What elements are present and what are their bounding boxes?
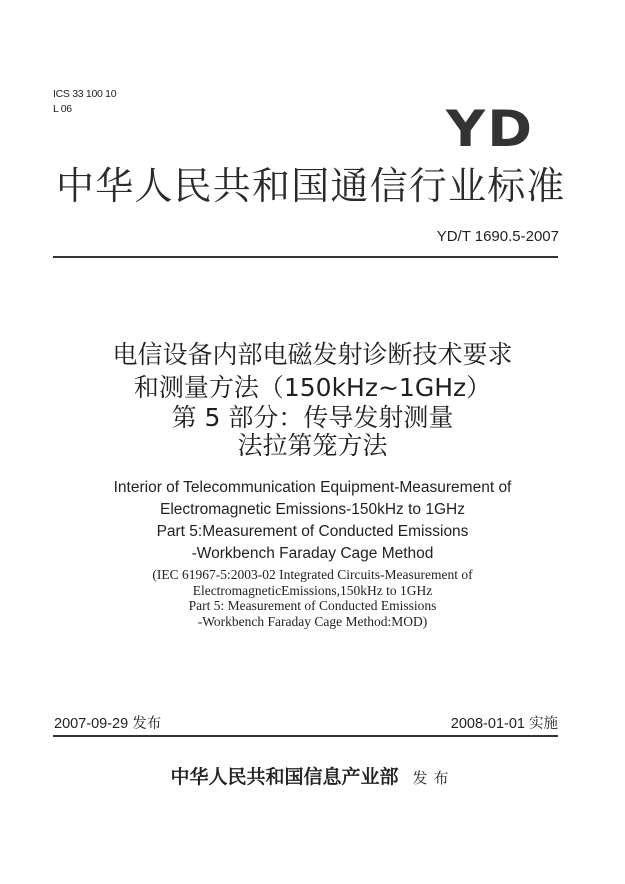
reference-line: ElectromagneticEmissions,150kHz to 1GHz <box>192 582 433 598</box>
publisher <box>0 762 625 789</box>
chinese-title-line: 第 5 部分：传导发射测量 <box>171 403 454 432</box>
chinese-title-line: 法拉第笼方法 <box>237 431 388 460</box>
english-title-line: Part 5:Measurement of Conducted Emissions <box>156 523 469 540</box>
english-title-line: Interior of Telecommunication Equipment-Measurement of <box>113 479 512 496</box>
ics-code: ICS 33 100 10 <box>53 88 117 100</box>
reference-standard <box>0 567 625 629</box>
reference-line: (IEC 61967-5:2003-02 Integrated Circuits-Measurement of <box>152 567 473 582</box>
reference-line: Part 5: Measurement of Conducted Emissions <box>188 598 437 613</box>
reference-line: -Workbench Faraday Cage Method:MOD) <box>197 613 428 629</box>
english-title <box>0 477 625 565</box>
publisher-name: 中华人民共和国信息产业部 <box>170 766 399 788</box>
yd-logo: YD <box>446 100 535 158</box>
english-title-line: Electromagnetic Emissions-150kHz to 1GHz <box>160 501 465 518</box>
standard-title: 中华人民共和国通信行业标准 <box>56 164 566 208</box>
classification-codes <box>53 87 116 117</box>
chinese-title <box>0 338 625 460</box>
english-title-line: -Workbench Faraday Cage Method <box>191 545 434 562</box>
bottom-divider <box>53 735 558 737</box>
chinese-title-line: 电信设备内部电磁发射诊断技术要求 <box>112 340 513 369</box>
implement-date: 2008-01-01 实施 <box>450 716 558 732</box>
publish-date: 2007-09-29 发布 <box>54 716 162 732</box>
top-divider <box>53 256 558 258</box>
publisher-suffix: 发布 <box>412 769 455 787</box>
standard-number: YD/T 1690.5-2007 <box>436 228 559 245</box>
category-code: L 06 <box>53 103 72 115</box>
chinese-title-line: 和测量方法（150kHz~1GHz） <box>133 373 492 402</box>
